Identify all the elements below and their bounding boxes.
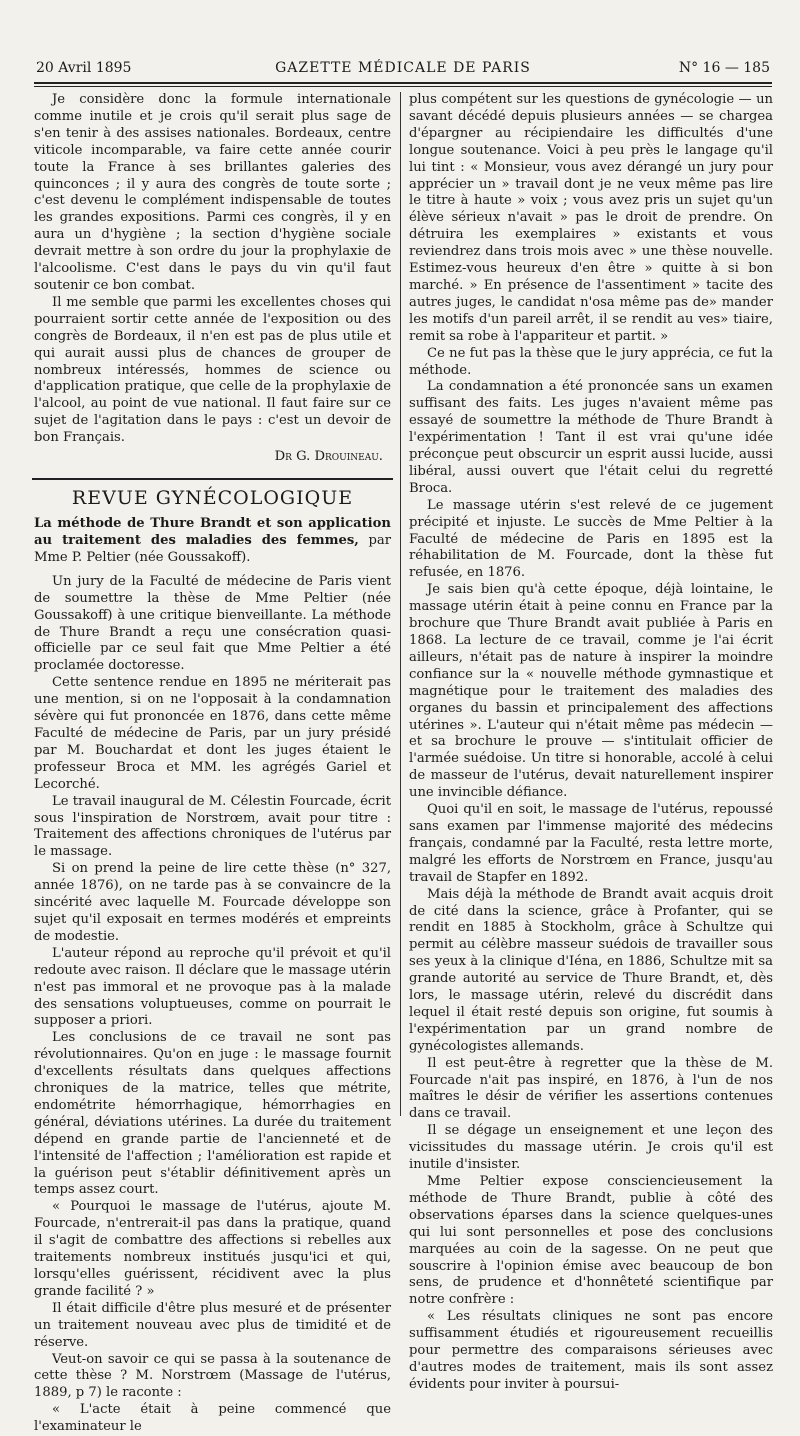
running-header [36,60,770,80]
article-title-text: La méthode de Thure Brandt et son application au traitement des maladies des femmes, [34,515,391,548]
header-date: 20 Avril 1895 [36,60,132,76]
paragraph: Veut-on savoir ce qui se passa à la soutenance de cette thèse ? M. Norstrœm (Massage de l'utérus, 1889, p 7) le raconte : [34,1351,391,1401]
paragraph: « Pourquoi le massage de l'utérus, ajoute M. Fourcade, n'entrerait-il pas dans la pratique, quand il s'agit de combattre des affections si rebelles aux traitements nombreux institués jusqu'ici et qui, lorsqu'elles guérissent, récidivent avec la plus grande facilité ? » [34,1199,391,1299]
paragraph: « L'acte était à peine commencé que l'examinateur le [34,1402,391,1435]
paragraph: La condamnation a été prononcée sans un examen suffisant des faits. Les juges n'avaient même pas essayé de soumettre la méthode de Thure Brandt à l'expérimentation ! Tant il est vrai qu'une idée préconçue peut obscurcir un esprit aussi lucide, aussi libéral, aussi ouvert que l'était celui du regretté Broca. [409,379,773,496]
paragraph: Je considère donc la formule internationale comme inutile et je crois qu'il serait plus sage de s'en tenir à des assises nationales. Bordeaux, centre viticole incomparable, va faire cette année courir toute la France à ses brillantes galeries des quinconces ; il y aura des congrès de toute sorte ; c'est devenu le complément indispensable de toutes les grandes expositions. Parmi ces congrès, il y en aura un d'hygiène ; la section d'hygiène sociale devrait mettre à son ordre du jour la prophylaxie de l'alcoolisme. C'est dans le pays du vin qu'il faut soutenir ce bon combat. [34,92,391,293]
column-divider [400,92,401,1116]
paragraph: Le massage utérin s'est relevé de ce jugement précipité et injuste. Le succès de Mme Peltier à la Faculté de médecine de Paris en 1895 est la réhabilitation de M. Fourcade, dont la thèse fut refusée, en 1876. [409,497,773,581]
header-journal-title: GAZETTE MÉDICALE DE PARIS [275,60,531,76]
section-divider [32,478,393,480]
paragraph: Je sais bien qu'à cette époque, déjà lointaine, le massage utérin était à peine connu en France par la brochure que Thure Brandt avait publiée à Paris en 1868. La lecture de ce travail, comme je l'ai écrit ailleurs, n'était pas de nature à inspirer la moindre confiance sur la « nouvelle méthode gymnastique et magnétique pour le traitement des maladies des organes du bassin et principalement des affections utérines ». L'auteur qui n'était même pas médecin — et sa brochure le prouve — s'intitulait officier de l'armée suédoise. Un titre si honorable, accolé à celui de masseur de l'utérus, devait naturellement inspirer une invincible défiance. [409,582,773,801]
paragraph: Il est peut-être à regretter que la thèse de M. Fourcade n'ait pas inspiré, en 1876, à l'un de nos maîtres le désir de vérifier les assertions contenues dans ce travail. [409,1055,773,1122]
header-rule-thick [34,82,772,84]
author-signature: Dr G. Drouineau. [274,449,383,465]
paragraph: L'auteur répond au reproche qu'il prévoit et qu'il redoute avec raison. Il déclare que le massage utérin n'est pas immoral et ne provoque pas à la malade des sensations voluptueuses, comme on pourrait le supposer a priori. [34,945,391,1029]
paragraph: plus compétent sur les questions de gynécologie — un savant décédé depuis plusieurs années — se chargea d'épargner au récipiendaire les difficultés d'une longue soutenance. Voici à peu près le langage qu'il lui tint : « Monsieur, vous avez dérangé un jury pour apprécier un » travail dont je ne veux même pas lire le titre à haute » voix ; vous avez pris un sujet qu'un élève sérieux n'avait » pas le droit de prendre. On détruira les exemplaires » existants et vous reviendrez dans trois mois avec » une thèse nouvelle. Estimez-vous heureux d'en être » quitte à si bon marché. » En présence de l'assentiment » tacite des autres juges, le candidat n'osa même pas de» mander les motifs d'un pareil arrêt, il se rendit au ves» tiaire, remit sa robe à l'appariteur et partit. » [409,92,773,344]
paragraph: Le travail inaugural de M. Célestin Fourcade, écrit sous l'inspiration de Norstrœm, avait pour titre : Traitement des affections chroniques de l'utérus par le massage. [34,793,391,860]
section-heading: REVUE GYNÉCOLOGIQUE [71,486,354,509]
paragraph: Il se dégage un enseignement et une leçon des vicissitudes du massage utérin. Je crois qu'il est inutile d'insister. [409,1123,773,1173]
paragraph: Ce ne fut pas la thèse que le jury apprécia, ce fut la méthode. [409,345,773,378]
paragraph: Cette sentence rendue en 1895 ne mériterait pas une mention, si on ne l'opposait à la condamnation sévère qui fut prononcée en 1876, dans cette même Faculté de médecine de Paris, par un jury présidé par M. Bouchardat et dont les juges étaient le professeur Broca et MM. les agrégés Gariel et Lecorché. [34,675,391,792]
paragraph: Quoi qu'il en soit, le massage de l'utérus, repoussé sans examen par l'immense majorité des médecins français, condamné par la Faculté, resta lettre morte, malgré les efforts de Norstrœm en France, jusqu'au travail de Stapfer en 1892. [409,802,773,885]
header-rule-thin [34,86,772,87]
paragraph: « Les résultats cliniques ne sont pas encore suffisamment étudiés et rigoureusement recueillis pour permettre des comparaisons sérieuses avec d'autres modes de traitement, mais ils sont assez évidents pour inviter à poursui- [409,1309,773,1392]
article-title [34,515,391,566]
paragraph: Il était difficile d'être plus mesuré et de présenter un traitement nouveau avec plus de timidité et de réserve. [34,1300,391,1350]
right-column [409,92,773,1392]
paragraph: Les conclusions de ce travail ne sont pas révolutionnaires. Qu'on en juge : le massage fournit d'excellents résultats dans quelques affections chroniques de la matrice, telles que métrite, endométrite hémorrhagique, hémorrhagies en général, déviations utérines. La durée du traitement dépend en grande partie de l'ancienneté et de l'intensité de l'affection ; l'amélioration est rapide et la guérison peut s'établir définitivement après un temps assez court. [34,1030,391,1198]
header-issue-number: N° 16 — 185 [678,60,770,76]
paragraph: Un jury de la Faculté de médecine de Paris vient de soumettre la thèse de Mme Peltier (née Goussakoff) à une critique bienveillante. La méthode de Thure Brandt a reçu une consécration quasi-officielle par ce seul fait que Mme Peltier a été proclamée doctoresse. [34,573,391,674]
paragraph: Mais déjà la méthode de Brandt avait acquis droit de cité dans la science, grâce à Profanter, qui se rendit en 1885 à Stockholm, grâce à Schultze qui permit au célèbre masseur suédois de travailler sous ses yeux à la clinique d'Iéna, en 1886, Schultze mit sa grande autorité au service de Thure Brandt, et, dès lors, le massage utérin, relevé du discrédit dans lequel il était resté depuis son origine, fut soumis à l'expérimentation par un grand nombre de gynécologistes allemands. [409,886,773,1054]
paragraph: Il me semble que parmi les excellentes choses qui pourraient sortir cette année de l'exposition ou des congrès de Bordeaux, il n'en est pas de plus utile et qui aurait aussi plus de chances de grouper de nombreux intéressés, hommes de science ou d'application pratique, que celle de la prophylaxie de l'alcool, au point de vue national. Il faut faire sur ce sujet de l'agitation dans le pays : c'est un devoir de bon Français. [34,294,391,446]
article-author: par Mme P. Peltier (née Goussakoff). [34,532,391,565]
paragraph: Mme Peltier expose consciencieusement la méthode de Thure Brandt, publie à côté des observations éparses dans la science quelques-unes qui lui sont personnelles et pose des conclusions marquées au coin de la sagesse. On ne peut que souscrire à l'opinion émise avec beaucoup de bon sens, de prudence et d'honnêteté scientifique par notre confrère : [409,1174,773,1308]
left-column [34,92,391,1435]
paragraph: Si on prend la peine de lire cette thèse (n° 327, année 1876), on ne tarde pas à se convaincre de la sincérité avec laquelle M. Fourcade développe son sujet qu'il exposait en termes modérés et empreints de modestie. [34,861,391,944]
